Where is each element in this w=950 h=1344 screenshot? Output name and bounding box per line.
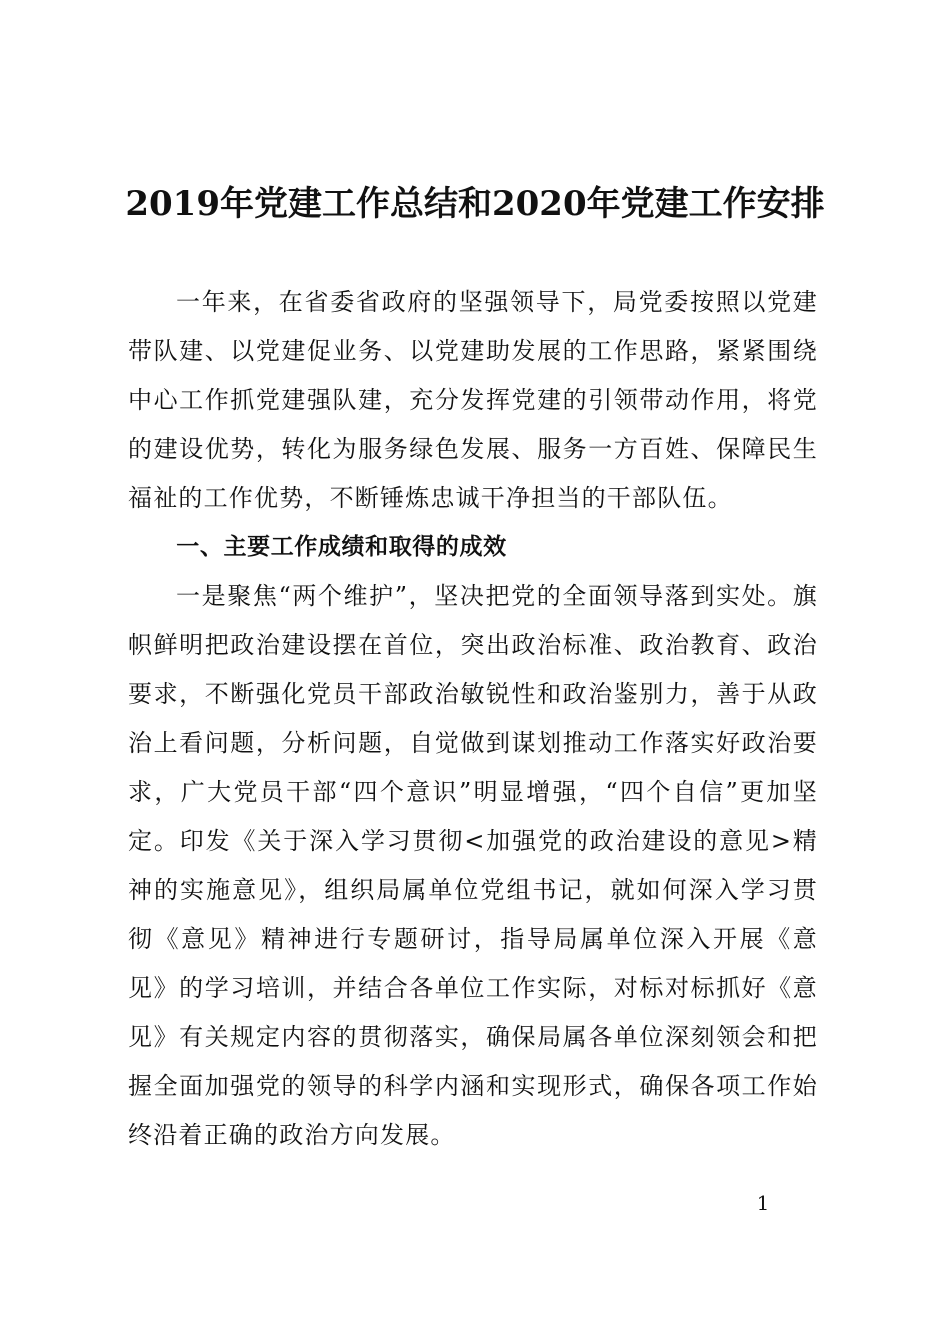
document-body [128, 278, 818, 1160]
section-paragraph [128, 572, 818, 1160]
document-title: 2019年党建工作总结和2020年党建工作安排 [125, 184, 825, 224]
section-heading: 一、主要工作成绩和取得的成效 [176, 534, 507, 560]
page-number: 1 [756, 1191, 770, 1215]
intro-paragraph: 一年来，在省委省政府的坚强领导下，局党委按照以党建带队建、以党建促业务、以党建助发展的工作思路，紧紧围绕中心工作抓党建强队建，充分发挥党建的引领带动作用，将党的建设优势，转化为服务绿色发展、服务一方百姓、保障民生福祉的工作优势，不断锤炼忠诚干净担当的干部队伍。 [128, 288, 818, 512]
paragraph-body-text: 旗帜鲜明把政治建设摆在首位，突出政治标准、政治教育、政治要求，不断强化党员干部政治敏锐性和政治鉴别力，善于从政治上看问题，分析问题，自觉做到谋划推动工作落实好政治要求，广大党员干部“四个意识”明显增强，“四个自信”更加坚定。印发《关于深入学习贯彻<加强党的政治建设的意见>精神的实施意见》，组织局属单位党组书记，就如何深入学习贯彻《意见》精神进行专题研讨，指导局属单位深入开展《意见》的学习培训，并结合各单位工作实际，对标对标抓好《意见》有关规定内容的贯彻落实，确保局属各单位深刻领会和把握全面加强党的领导的科学内涵和实现形式，确保各项工作始终沿着正确的政治方向发展。 [128, 582, 818, 1149]
paragraph-lead-sentence: 一是聚焦“两个维护”，坚决把党的全面领导落到实处。 [176, 582, 793, 610]
